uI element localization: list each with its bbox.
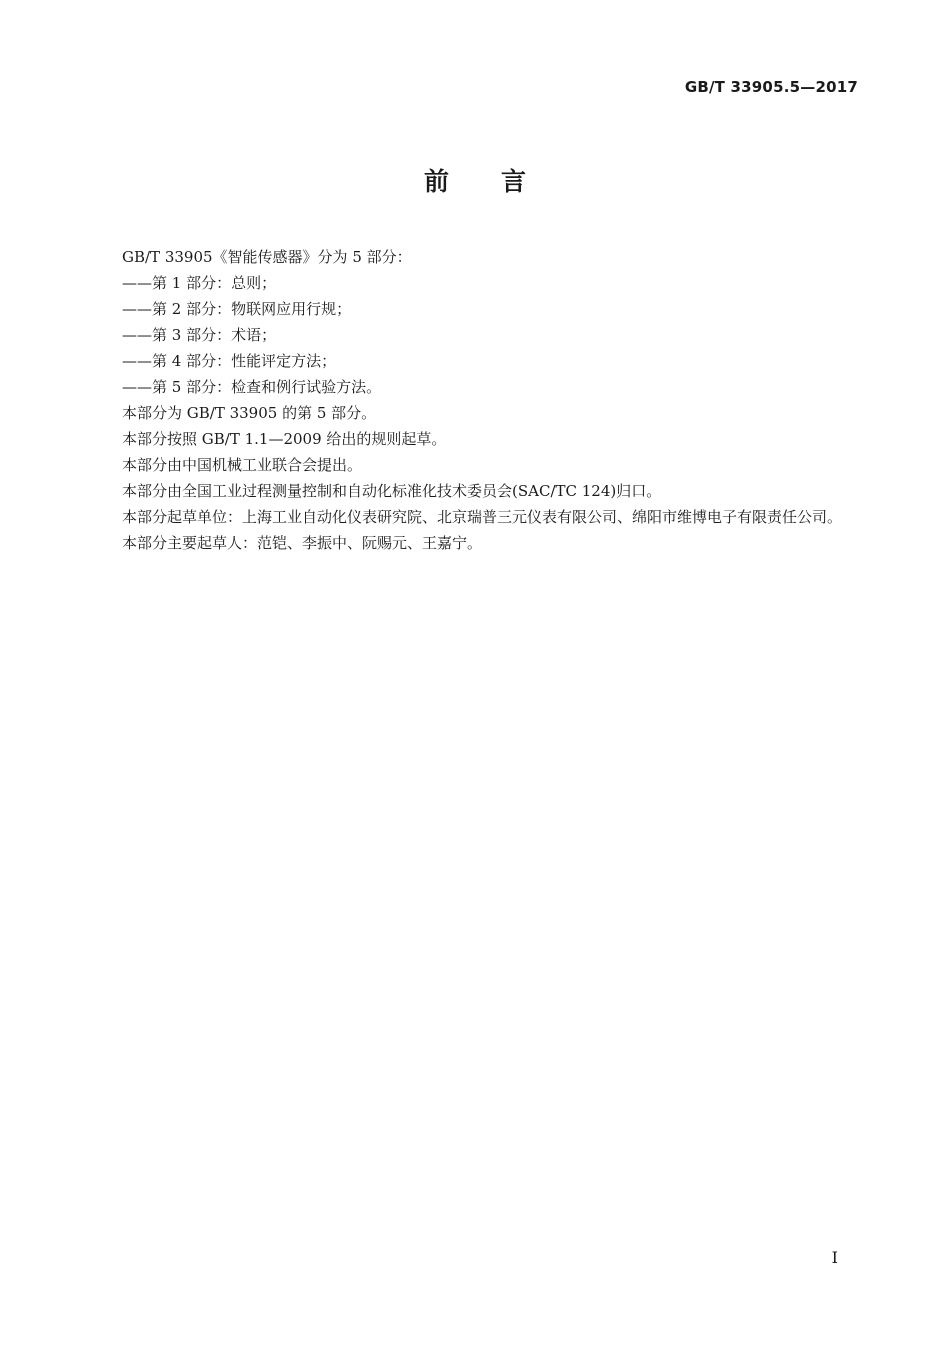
paragraph-part-statement: 本部分为 GB/T 33905 的第 5 部分。 — [122, 404, 377, 422]
list-item-part-3: ——第 3 部分：术语； — [122, 326, 277, 344]
paragraph-drafting-units: 本部分起草单位：上海工业自动化仪表研究院、北京瑞普三元仪表有限公司、绵阳市维博电子有限责任公司。 — [122, 508, 843, 526]
paragraph-drafting-rules: 本部分按照 GB/T 1.1—2009 给出的规则起草。 — [122, 430, 447, 448]
list-item-part-2: ——第 2 部分：物联网应用行规； — [122, 300, 352, 318]
list-item-part-1: ——第 1 部分：总则； — [122, 274, 277, 292]
page-title: 前言 — [423, 167, 578, 196]
list-item-part-4: ——第 4 部分：性能评定方法； — [122, 352, 337, 370]
foreword-body — [92, 244, 860, 556]
paragraph-drafters: 本部分主要起草人：范铠、李振中、阮赐元、王嘉宁。 — [122, 534, 483, 552]
paragraph-intro: GB/T 33905《智能传感器》分为 5 部分： — [122, 248, 412, 266]
standard-number: GB/T 33905.5—2017 — [684, 78, 858, 96]
list-item-part-5: ——第 5 部分：检查和例行试验方法。 — [122, 378, 382, 396]
paragraph-proposer: 本部分由中国机械工业联合会提出。 — [122, 456, 363, 474]
page-number: I — [831, 1248, 838, 1267]
paragraph-committee: 本部分由全国工业过程测量控制和自动化标准化技术委员会(SAC/TC 124)归口。 — [122, 482, 662, 500]
